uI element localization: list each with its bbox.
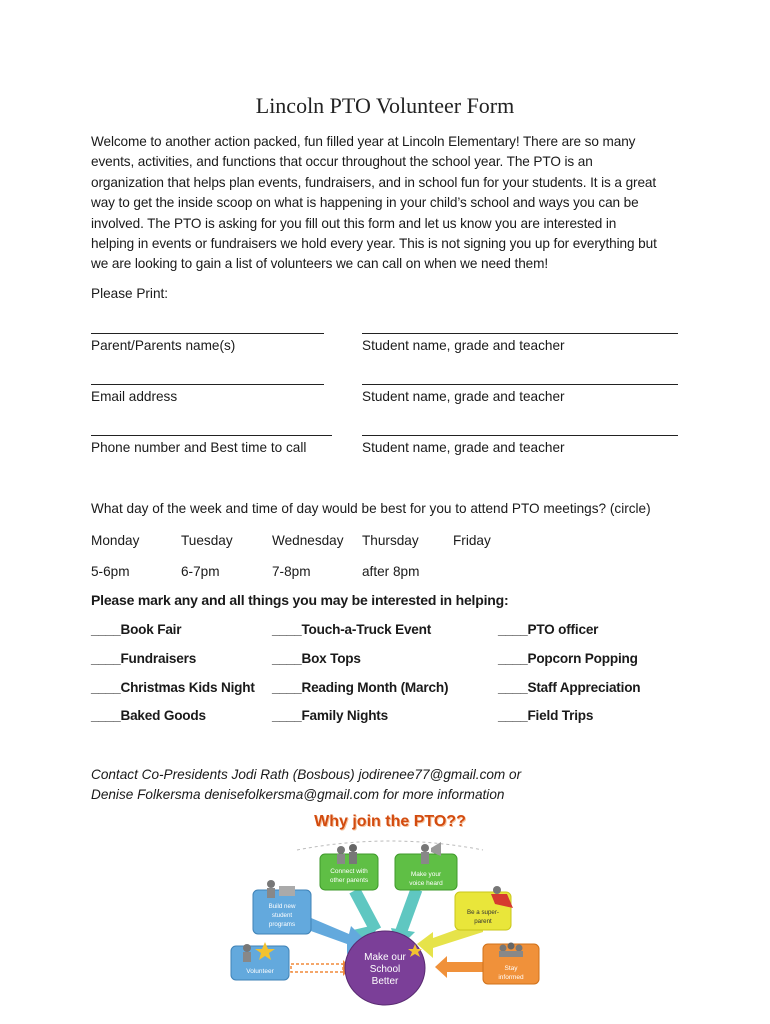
interest-item[interactable] (91, 680, 255, 695)
intro-line: Welcome to another action packed, fun filled year at Lincoln Elementary! There are so many (91, 134, 636, 149)
student-1-label: Student name, grade and teacher (362, 338, 565, 353)
why-join-graphic (225, 810, 555, 1015)
time-option-5-6pm[interactable]: 5-6pm (91, 564, 130, 579)
build-text-3: programs (268, 921, 296, 928)
arrow-from-informed (435, 956, 483, 978)
checkbox-blank[interactable]: ____ (272, 622, 302, 637)
intro-paragraph (91, 132, 691, 275)
email-label: Email address (91, 389, 178, 404)
intro-line: involved. The PTO is asking for you fill out this form and let us know you are interested in (91, 215, 617, 231)
informed-text-1: Stay (504, 965, 518, 972)
checkbox-blank[interactable]: ____ (91, 708, 121, 723)
interest-label: Christmas Kids Night (120, 680, 255, 695)
intro-line: organization that helps plan events, fundraisers, and in school fun for your students. It is a great (91, 174, 657, 190)
day-option-thursday[interactable]: Thursday (362, 533, 419, 548)
voice-text-2: voice heard (409, 880, 443, 887)
checkbox-blank[interactable]: ____ (498, 651, 528, 666)
parent-names-label: Parent/Parents name(s) (91, 338, 236, 353)
phone-label: Phone number and Best time to call (91, 440, 307, 455)
interest-item[interactable] (272, 651, 361, 666)
meeting-question: What day of the week and time of day would be best for you to attend PTO meetings? (circle) (91, 501, 651, 516)
time-option-6-7pm[interactable]: 6-7pm (181, 564, 220, 579)
interest-item[interactable] (272, 708, 388, 723)
interest-item[interactable] (498, 680, 640, 695)
checkbox-blank[interactable]: ____ (272, 708, 302, 723)
graphic-diagram (225, 810, 555, 1015)
checkbox-blank[interactable]: ____ (498, 708, 528, 723)
interest-item[interactable] (272, 622, 431, 637)
day-option-monday[interactable]: Monday (91, 533, 140, 548)
interest-label: Touch-a-Truck Event (301, 622, 432, 637)
phone-line[interactable] (91, 435, 332, 436)
interest-label: Staff Appreciation (527, 680, 641, 695)
day-option-friday[interactable]: Friday (453, 533, 491, 548)
interest-label: Book Fair (120, 622, 182, 637)
interest-label: PTO officer (527, 622, 599, 637)
build-text-2: student (271, 912, 293, 919)
interest-item[interactable] (272, 680, 448, 695)
interest-label: Box Tops (301, 651, 361, 666)
student-3-label: Student name, grade and teacher (362, 440, 565, 455)
interest-label: Popcorn Popping (527, 651, 638, 666)
checkbox-blank[interactable]: ____ (91, 651, 121, 666)
checkbox-blank[interactable]: ____ (272, 651, 302, 666)
interest-label: Field Trips (527, 708, 594, 723)
intro-line: we are looking to gain a list of volunteers we can call on when we need them! (91, 256, 549, 272)
email-line[interactable] (91, 384, 324, 385)
checkbox-blank[interactable]: ____ (498, 622, 528, 637)
day-option-tuesday[interactable]: Tuesday (181, 533, 233, 548)
checkbox-blank[interactable]: ____ (272, 680, 302, 695)
interest-label: Fundraisers (120, 651, 197, 666)
parent-names-line[interactable] (91, 333, 324, 334)
intro-line: helping in events or fundraisers we hold every year. This is not signing you up for everything but (91, 236, 657, 252)
volunteer-text: Volunteer (246, 968, 274, 975)
interest-item[interactable] (498, 708, 593, 723)
guide-arc (297, 841, 483, 850)
day-option-wednesday[interactable]: Wednesday (272, 533, 344, 548)
time-option-7-8pm[interactable]: 7-8pm (272, 564, 311, 579)
informed-text-2: informed (498, 974, 524, 981)
contact-line: Denise Folkersma denisefolkersma@gmail.com for more information (91, 787, 505, 803)
contact-info (91, 765, 691, 806)
intro-line: events, activities, and functions that occur throughout the school year. The PTO is an (91, 154, 593, 170)
center-text-1: Make our (364, 952, 406, 963)
center-text-2: School (369, 964, 401, 975)
contact-line: Contact Co-Presidents Jodi Rath (Bosbous) jodirenee77@gmail.com or (91, 767, 522, 782)
interest-item[interactable] (91, 651, 196, 666)
interest-item[interactable] (498, 651, 638, 666)
interest-item[interactable] (91, 622, 181, 637)
build-text-1: Build new (268, 903, 296, 910)
student-2-label: Student name, grade and teacher (362, 389, 565, 404)
interest-item[interactable] (91, 708, 206, 723)
please-print-label: Please Print: (91, 286, 169, 301)
superparent-text-1: Be a super- (467, 909, 499, 916)
connect-text-2: other parents (329, 877, 369, 884)
interests-heading: Please mark any and all things you may be interested in helping: (91, 592, 509, 608)
voice-text-1: Make your (410, 871, 442, 878)
form-title: Lincoln PTO Volunteer Form (255, 93, 515, 118)
builder-icon (267, 880, 295, 898)
interest-label: Baked Goods (120, 708, 206, 723)
checkbox-blank[interactable]: ____ (91, 680, 121, 695)
superparent-text-2: parent (474, 918, 492, 925)
connect-text-1: Connect with (330, 868, 368, 875)
checkbox-blank[interactable]: ____ (498, 680, 528, 695)
student-3-line[interactable] (362, 435, 678, 436)
interest-label: Family Nights (301, 708, 388, 723)
time-option-after-8pm[interactable]: after 8pm (362, 564, 420, 579)
arrow-from-volunteer (291, 960, 351, 976)
student-1-line[interactable] (362, 333, 678, 334)
checkbox-blank[interactable]: ____ (91, 622, 121, 637)
interest-item[interactable] (498, 622, 598, 637)
center-text-3: Better (371, 976, 399, 987)
student-2-line[interactable] (362, 384, 678, 385)
interest-label: Reading Month (March) (301, 680, 449, 695)
graphic-title: Why join the PTO?? (314, 813, 466, 830)
intro-line: way to get the inside scoop on what is happening in your child’s school and ways you can be (91, 195, 639, 211)
